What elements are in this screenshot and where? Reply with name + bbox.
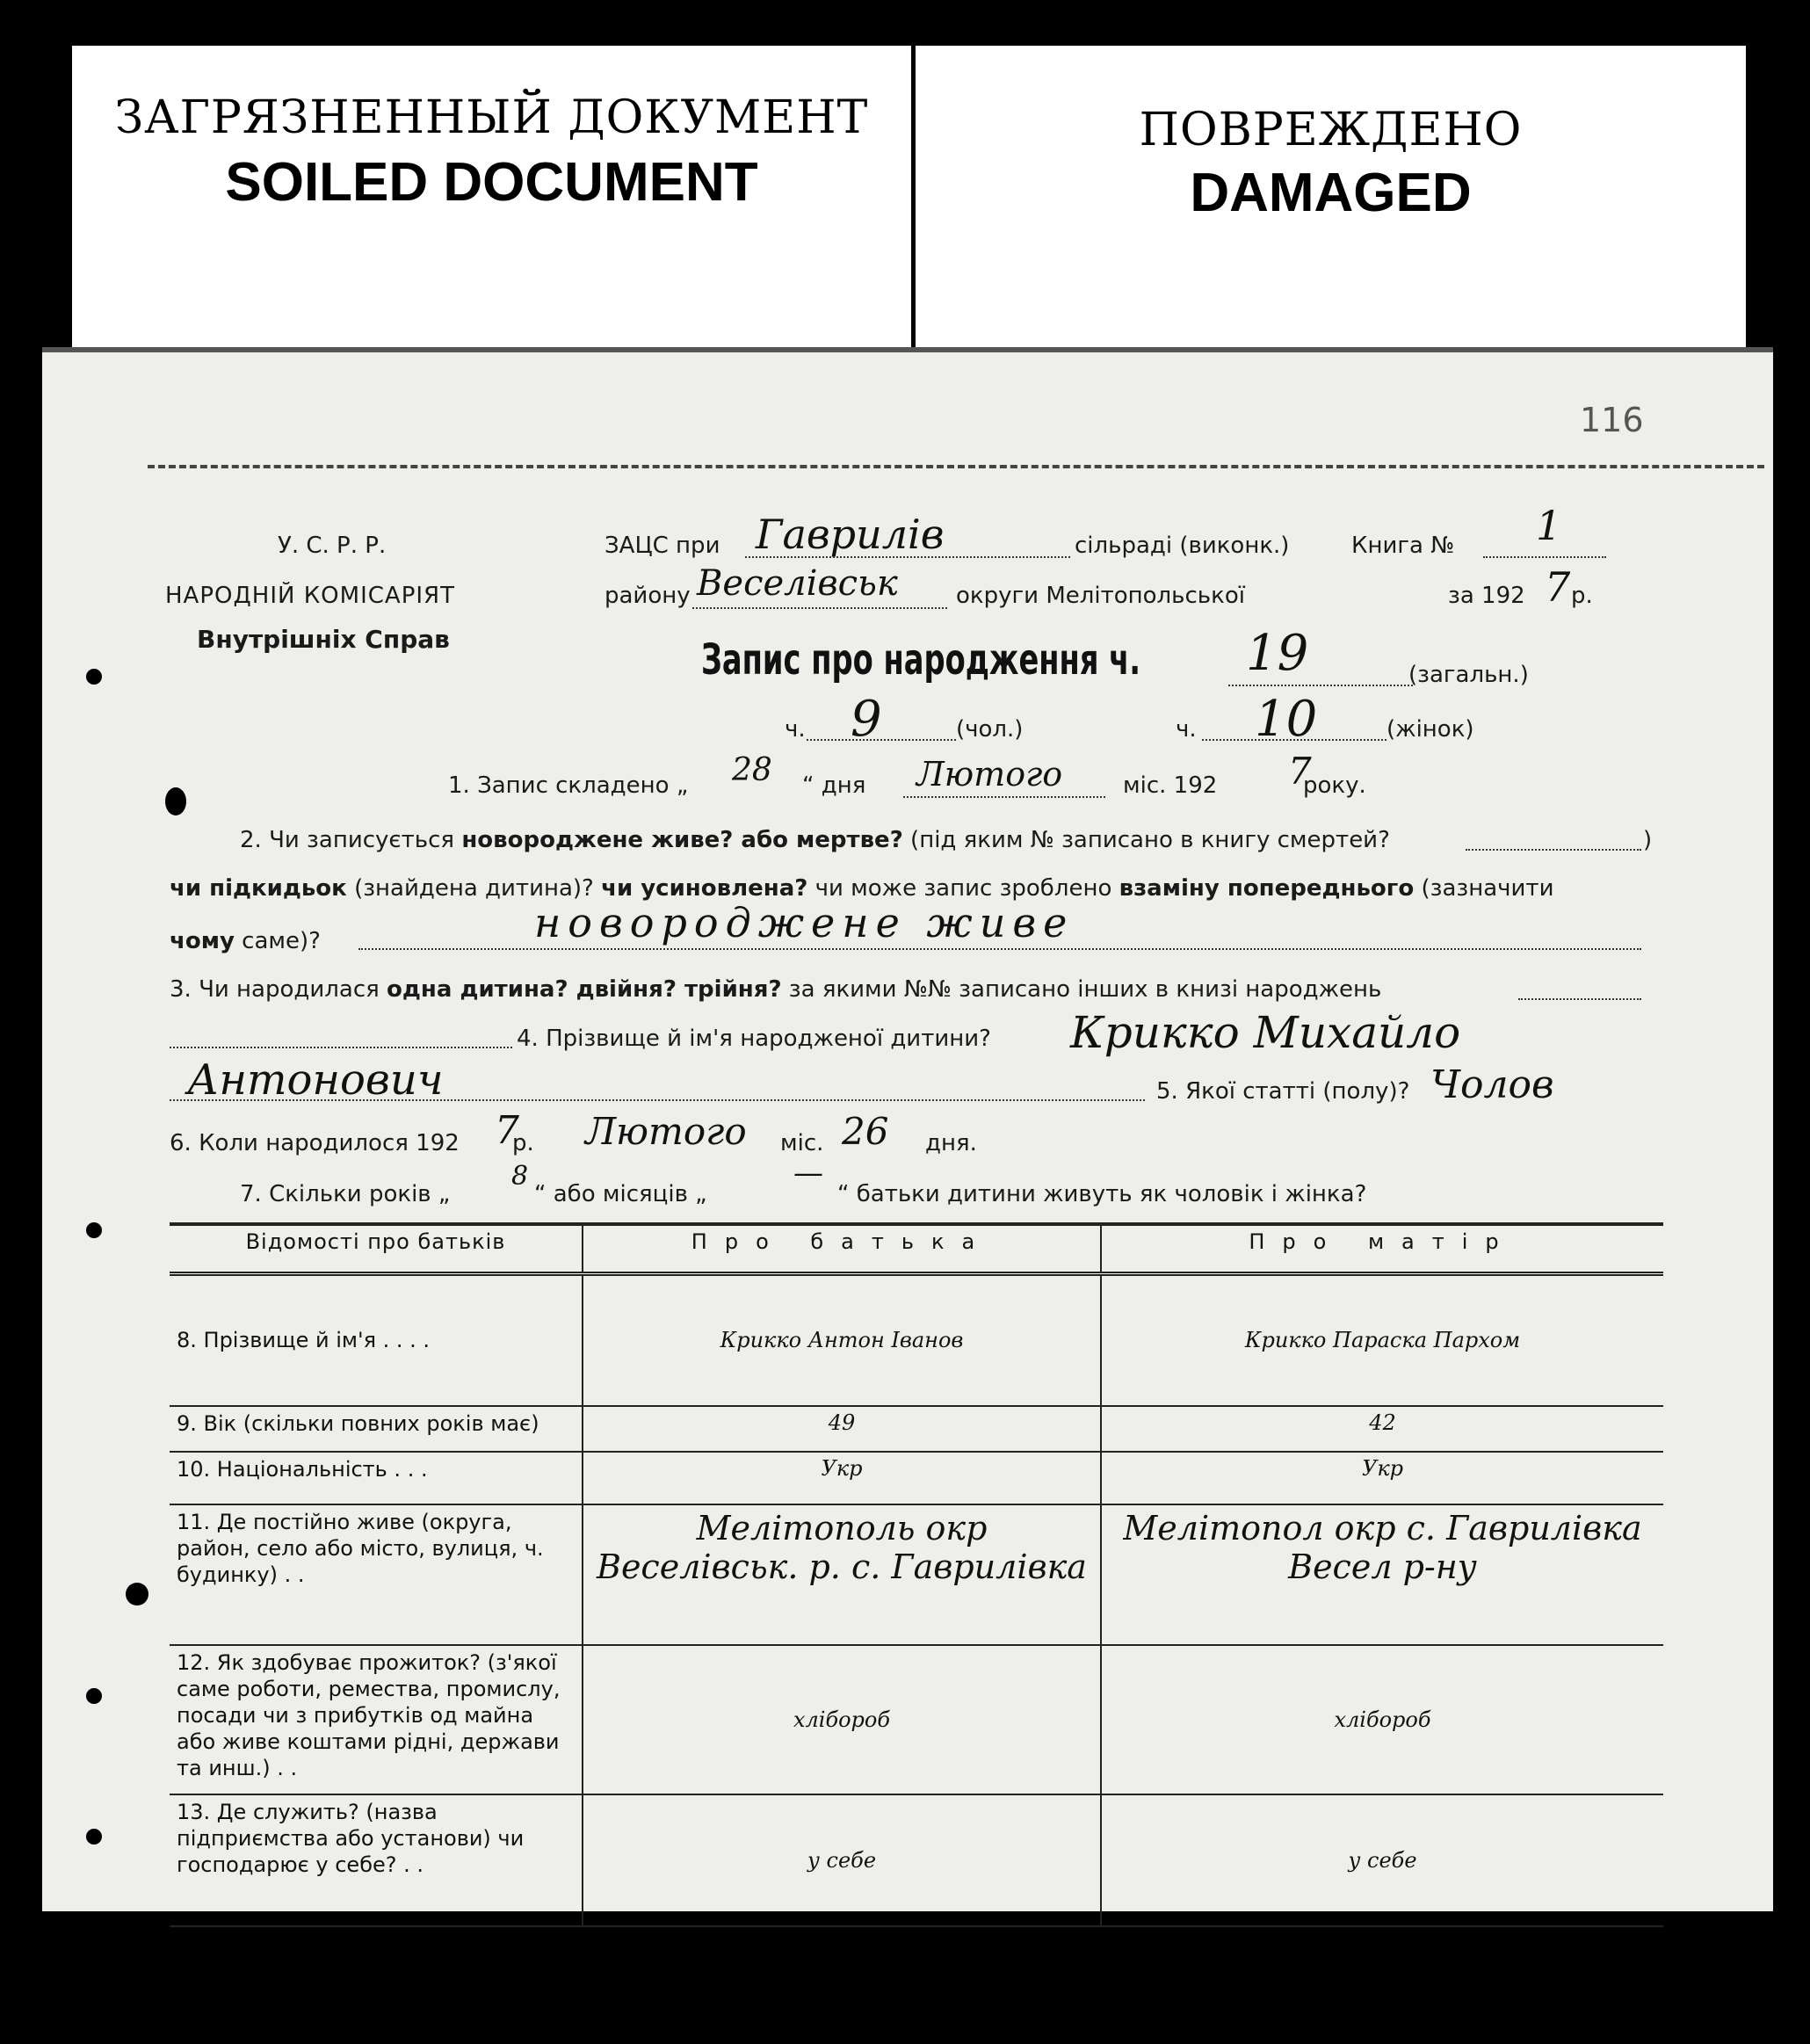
soiled-label-ru: ЗАГРЯЗНЕННЫЙ ДОКУМЕНТ xyxy=(114,91,869,144)
row-label: 10. Національність . . . xyxy=(170,1452,583,1504)
row-label: 13. Де служить? (назва підприємства або установи) чи господарює у себе? . . xyxy=(170,1794,583,1926)
male-prefix: ч. xyxy=(785,716,806,743)
field-underline xyxy=(1518,998,1641,1000)
damaged-label-ru: ПОВРЕЖДЕНО xyxy=(1139,104,1523,156)
male-label: (чол.) xyxy=(956,716,1024,743)
female-number: 10 xyxy=(1255,691,1318,748)
father-name: Крикко Антон Іванов xyxy=(583,1274,1101,1406)
year-suffix: р. xyxy=(1571,583,1593,609)
column-header: Відомості про батьків xyxy=(170,1224,583,1274)
female-prefix: ч. xyxy=(1176,716,1197,743)
row-label: 12. Як здобуває прожиток? (з'якої саме роботи, ремества, промислу, посади чи з прибутків од майна або живе коштами рідні, держави та инш.) . . xyxy=(170,1645,583,1794)
q4-label: 4. Прізвище й ім'я народженої дитини? xyxy=(517,1026,991,1052)
q4-value-line2: Антонович xyxy=(187,1055,444,1105)
q1-year: 7 xyxy=(1288,750,1312,793)
zags-label: ЗАЦС при xyxy=(605,533,720,559)
field-underline xyxy=(745,556,1070,558)
q6-day: 26 xyxy=(842,1110,889,1153)
birth-record-form xyxy=(42,347,1773,1911)
male-number: 9 xyxy=(851,691,882,748)
punch-hole xyxy=(86,1688,102,1704)
q1-month-suffix: міс. 192 xyxy=(1123,772,1218,799)
q1-day-suffix: “ дня xyxy=(802,772,866,799)
q2-line3: чому саме)? xyxy=(170,928,321,954)
field-underline xyxy=(358,948,1641,950)
soiled-document-card xyxy=(72,46,911,353)
punch-hole xyxy=(126,1583,148,1605)
q1-year-suffix: року. xyxy=(1303,772,1366,799)
damaged-label-en: DAMAGED xyxy=(1190,163,1472,223)
father-age: 49 xyxy=(583,1406,1101,1452)
field-underline xyxy=(170,1047,512,1048)
mother-age: 42 xyxy=(1101,1406,1663,1452)
soiled-label-en: SOILED DOCUMENT xyxy=(225,152,758,213)
page-number: 116 xyxy=(1580,401,1644,439)
commissariat-label: НАРОДНІЙ КОМІСАРІЯТ xyxy=(165,583,455,609)
punch-hole xyxy=(86,1222,102,1238)
q6-month-suffix: міс. xyxy=(780,1130,824,1156)
book-label: Книга № xyxy=(1351,533,1455,559)
column-header: Про матір xyxy=(1101,1224,1663,1274)
q2-close-paren: ) xyxy=(1643,827,1653,853)
q7-mid: “ або місяців „ xyxy=(534,1181,707,1207)
q7-label: 7. Скільки років „ xyxy=(240,1181,451,1207)
field-underline xyxy=(1228,685,1413,686)
table-row xyxy=(170,1406,1663,1452)
q1-label: 1. Запис складено „ xyxy=(448,772,689,799)
table-header-row xyxy=(170,1224,1663,1274)
field-underline xyxy=(903,796,1105,798)
field-underline xyxy=(1202,739,1386,741)
q6-year-suffix: р. xyxy=(512,1130,534,1156)
q2-line2: чи підкидьок (знайдена дитина)? чи усиновлена? чи може запис зроблено взаміну попереднього (зазначити xyxy=(170,875,1554,902)
q2-answer: новороджене живе xyxy=(534,899,1075,946)
q4-value-line1: Крикко Михайло xyxy=(1070,1007,1461,1058)
field-underline xyxy=(692,607,947,609)
damaged-card xyxy=(916,46,1746,353)
field-underline xyxy=(1483,556,1606,558)
book-year-value: 7 xyxy=(1545,563,1571,611)
q3-label: 3. Чи народилася одна дитина? двійня? трійня? за якими №№ записано інших в книзі народжень xyxy=(170,976,1382,1003)
field-underline xyxy=(1466,849,1641,851)
q5-value: Чолов xyxy=(1430,1062,1554,1107)
field-underline xyxy=(807,739,956,741)
q7-months: — xyxy=(793,1156,823,1191)
affairs-label: Внутрішніх Справ xyxy=(197,625,450,654)
row-label: 11. Де постійно живе (округа, район, село або місто, вулиця, ч. будинку) . . xyxy=(170,1504,583,1645)
book-value: 1 xyxy=(1536,502,1562,549)
parents-table xyxy=(170,1222,1663,1927)
father-residence: Мелітополь окр Веселівськ. р. с. Гаврилівка xyxy=(583,1504,1101,1645)
mother-occupation: хлібороб xyxy=(1101,1645,1663,1794)
father-workplace: у себе xyxy=(583,1794,1101,1926)
row-label: 8. Прізвище й ім'я . . . . xyxy=(170,1274,583,1406)
field-underline xyxy=(170,1099,1145,1101)
record-number: 19 xyxy=(1246,625,1309,682)
table-row xyxy=(170,1794,1663,1926)
q2-line1: 2. Чи записується новороджене живе? або мертве? (під яким № записано в книгу смертей? xyxy=(240,827,1390,853)
mother-residence: Мелітопол окр с. Гаврилівка Весел р-ну xyxy=(1101,1504,1663,1645)
punch-hole xyxy=(165,787,186,815)
mother-name: Крикко Параска Пархом xyxy=(1101,1274,1663,1406)
table-row xyxy=(170,1645,1663,1794)
q7-years: 8 xyxy=(511,1161,529,1192)
mother-nationality: Укр xyxy=(1101,1452,1663,1504)
record-title: Запис про народження ч. xyxy=(701,635,1141,685)
ussr-label: У. С. Р. Р. xyxy=(278,533,387,559)
punch-hole xyxy=(86,669,102,685)
father-occupation: хлібороб xyxy=(583,1645,1101,1794)
table-row xyxy=(170,1504,1663,1645)
punch-hole xyxy=(86,1829,102,1845)
q6-year: 7 xyxy=(495,1108,519,1153)
q1-month: Лютого xyxy=(916,755,1063,794)
zags-value: Гаврилів xyxy=(756,511,945,558)
q5-label: 5. Якої статті (полу)? xyxy=(1156,1078,1410,1105)
column-header: Про батька xyxy=(583,1224,1101,1274)
q6-day-suffix: дня. xyxy=(925,1130,977,1156)
table-row xyxy=(170,1274,1663,1406)
rayon-label: району xyxy=(605,583,691,609)
table-row xyxy=(170,1452,1663,1504)
q6-label: 6. Коли народилося 192 xyxy=(170,1130,460,1156)
mother-workplace: у себе xyxy=(1101,1794,1663,1926)
rayon-value: Веселівськ xyxy=(697,563,898,604)
council-label: сільраді (виконк.) xyxy=(1075,533,1290,559)
q6-month: Лютого xyxy=(585,1110,747,1153)
female-label: (жінок) xyxy=(1386,716,1474,743)
q1-day: 28 xyxy=(732,752,772,788)
general-label: (загальн.) xyxy=(1408,662,1529,688)
year-label: за 192 xyxy=(1448,583,1525,609)
q7-end: “ батьки дитини живуть як чоловік і жінка? xyxy=(837,1181,1367,1207)
okrug-label: округи Мелітопольської xyxy=(956,583,1245,609)
row-label: 9. Вік (скільки повних років має) xyxy=(170,1406,583,1452)
perforation-line xyxy=(148,456,1764,468)
father-nationality: Укр xyxy=(583,1452,1101,1504)
